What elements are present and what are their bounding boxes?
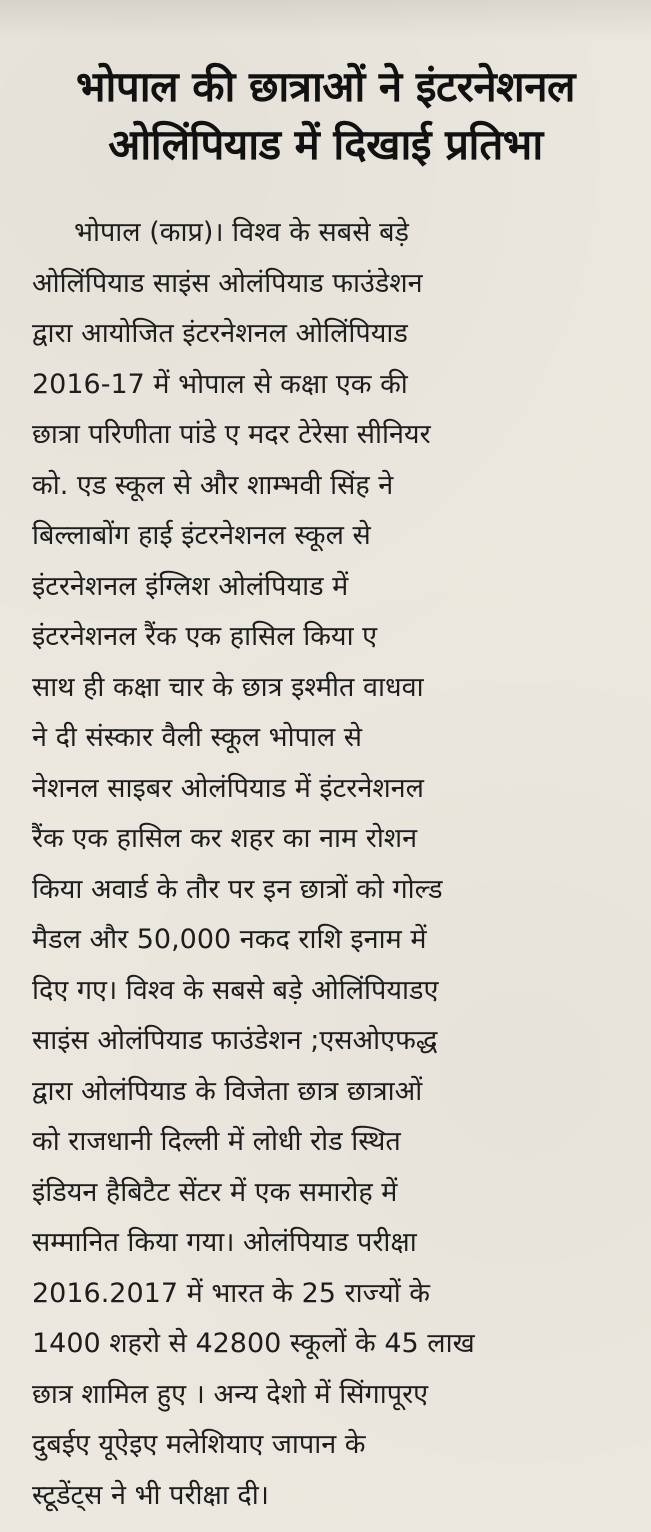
- body-line: सम्मानित किया गया। ओलंपियाड परीक्षा: [32, 1227, 417, 1258]
- body-line: रैंक एक हासिल कर शहर का नाम रोशन: [32, 823, 418, 854]
- body-line: द्वारा आयोजित इंटरनेशनल ओलिंपियाड: [32, 318, 408, 349]
- body-line: साइंस ओलंपियाड फाउंडेशन ;एसओएफद्ध: [32, 1025, 438, 1056]
- body-line: 1400 शहरो से 42800 स्कूलों के 45 लाख: [32, 1328, 475, 1359]
- body-line: द्वारा ओलंपियाड के विजेता छात्र छात्राओं: [32, 1075, 423, 1107]
- body-line: छात्रा परिणीता पांडे ए मदर टेरेसा सीनियर: [32, 419, 431, 450]
- body-line: इंटरनेशनल इंग्लिश ओलंपियाड में: [32, 570, 349, 602]
- body-line: ओलिंपियाड साइंस ओलंपियाड फाउंडेशन: [32, 267, 423, 299]
- body-line: भोपाल (काप्र)। विश्व के सबसे बड़े: [74, 217, 409, 248]
- body-line: को राजधानी दिल्ली में लोधी रोड स्थित: [32, 1126, 401, 1157]
- body-line: नेशनल साइबर ओलंपियाड में इंटरनेशनल: [32, 772, 424, 804]
- body-line: छात्र शामिल हुए । अन्य देशो में सिंगापूरए: [32, 1378, 429, 1410]
- body-line: को. एड स्कूल से और शाम्भवी सिंह ने: [32, 469, 394, 501]
- body-line: 2016.2017 में भारत के 25 राज्यों के: [32, 1277, 431, 1309]
- body-line: दुबईए यूऐइए मलेशियाए जापान के: [32, 1429, 366, 1460]
- headline-line: ओलिंपियाड में दिखाई प्रतिभा: [108, 120, 543, 169]
- show-through-shadow: [0, 0, 651, 40]
- body-line: इंटरनेशनल रैंक एक हासिल किया ए: [32, 621, 378, 652]
- body-line: स्टूडेंट्स ने भी परीक्षा दी।: [32, 1479, 269, 1511]
- body-line: ने दी संस्कार वैली स्कूल भोपाल से: [32, 722, 363, 753]
- headline-line: भोपाल की छात्राओं ने इंटरनेशनल: [76, 62, 575, 111]
- body-line: इंडियन हैबिटैट सेंटर में एक समारोह में: [32, 1176, 398, 1208]
- body-line: दिए गए। विश्व के सबसे बड़े ओलिंपियाडए: [32, 974, 439, 1006]
- body-line: मैडल और 50,000 नकद राशि इनाम में: [32, 924, 427, 955]
- body-line: 2016-17 में भोपाल से कक्षा एक की: [32, 368, 408, 400]
- body-line: बिल्लाबोंग हाई इंटरनेशनल स्कूल से: [32, 520, 371, 551]
- body-line: किया अवार्ड के तौर पर इन छात्रों को गोल्ड: [32, 873, 443, 905]
- body-line: साथ ही कक्षा चार के छात्र इश्मीत वाधवा: [32, 671, 424, 703]
- article-body: [32, 208, 619, 1521]
